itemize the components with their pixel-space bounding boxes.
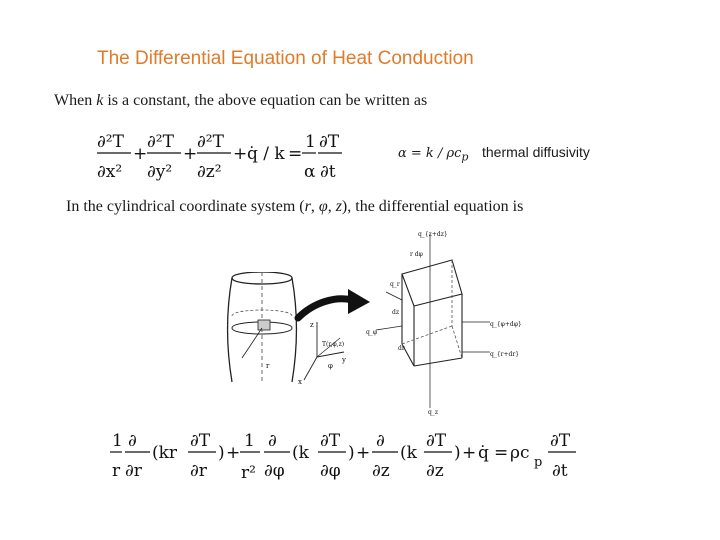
eq1-plus-1: + [133, 144, 148, 164]
alpha-def-text: α = k / ρc [398, 146, 462, 161]
eq2-dphi-a: ∂φ [264, 461, 285, 481]
eq2-dz-b: ∂z [426, 461, 444, 481]
slide-title: The Differential Equation of Heat Conduction [97, 48, 474, 69]
fig-label-rdphi: r dφ [410, 251, 423, 258]
eq2-dt: ∂t [552, 461, 568, 481]
fig-label-qphi: q_φ [366, 329, 378, 336]
eq1-plus-2: + [183, 144, 198, 164]
eq2-q: q̇ [478, 443, 489, 463]
fig-label-phi: φ [328, 362, 333, 370]
eq1-q-over-k: q̇ / k [247, 144, 285, 164]
eq1-num-x: ∂²T [97, 132, 124, 152]
eq1-plus-3: + [233, 144, 248, 164]
cyl-comma-2: , [327, 198, 336, 215]
heat-equation-cartesian [95, 125, 345, 187]
eq2-dr-a: ∂r [125, 461, 142, 481]
eq2-dr-b: ∂r [190, 461, 207, 481]
eq1-den-x: ∂x² [97, 162, 123, 182]
eq2-close-a: ) [218, 443, 225, 463]
cyl-comma-1: , [310, 198, 319, 215]
cyl-z: z [335, 198, 342, 215]
eq1-dT: ∂T [319, 132, 340, 152]
cylindrical-intro [66, 198, 523, 216]
eq1-alpha: α [304, 162, 316, 182]
eq1-equals: = [288, 144, 303, 164]
cyl-r: r [304, 198, 311, 215]
eq2-p: p [534, 455, 543, 470]
eq2-kr: (kr [152, 443, 178, 463]
eq2-dphi-b: ∂φ [320, 461, 341, 481]
eq2-plus-b: + [356, 443, 371, 463]
eq2-close-c: ) [454, 443, 461, 463]
fig-label-y: y [342, 356, 346, 364]
eq1-dt: ∂t [320, 162, 336, 182]
intro-text [54, 92, 427, 110]
eq2-d-b: ∂ [268, 431, 277, 451]
eq2-one-b: 1 [244, 431, 255, 451]
eq1-den-y: ∂y² [147, 162, 173, 182]
eq2-d-c: ∂ [376, 431, 385, 451]
cyl-suffix: ), the differential equation is [341, 198, 524, 215]
fig-label-r: r [266, 362, 270, 370]
alpha-def-sub: p [461, 150, 469, 164]
fig-label-qz: q_z [428, 409, 439, 416]
intro-var-k: k [96, 92, 104, 109]
fig-label-z: z [310, 321, 314, 329]
eq2-d-a: ∂ [128, 431, 137, 451]
fig-label-dr: dr [398, 345, 405, 352]
eq2-rho-c: ρc [510, 443, 530, 463]
eq1-num-z: ∂²T [197, 132, 224, 152]
fig-label-x: x [298, 378, 302, 386]
cyl-prefix: In the cylindrical coordinate system ( [66, 198, 305, 215]
eq2-dz-a: ∂z [372, 461, 390, 481]
thermal-diffusivity-label: thermal diffusivity [482, 144, 590, 160]
eq2-equals: = [494, 443, 509, 463]
alpha-definition [398, 146, 468, 164]
eq2-plus-a: + [226, 443, 241, 463]
eq2-k-b: (k [400, 443, 417, 463]
fig-label-qr: q_r [390, 281, 400, 288]
eq1-one: 1 [305, 132, 316, 152]
intro-prefix: When [54, 92, 97, 109]
fig-label-dz: dz [392, 309, 400, 316]
eq2-one-a: 1 [112, 431, 123, 451]
fig-label-T: T(r,φ,z) [322, 341, 345, 348]
eq2-dT-c: ∂T [426, 431, 447, 451]
eq1-num-y: ∂²T [147, 132, 174, 152]
eq2-dT-a: ∂T [190, 431, 211, 451]
eq2-k-a: (k [292, 443, 309, 463]
eq2-r-a: r [112, 461, 121, 481]
eq1-den-z: ∂z² [197, 162, 222, 182]
eq2-plus-c: + [462, 443, 477, 463]
fig-label-qr-dr: q_{r+dr} [490, 351, 520, 358]
differential-element-figure [362, 226, 522, 416]
eq2-close-b: ) [348, 443, 355, 463]
eq2-dT-b: ∂T [320, 431, 341, 451]
fig-label-qphi-dphi: q_{φ+dφ} [490, 321, 522, 328]
heat-equation-cylindrical [110, 424, 580, 488]
eq2-dT-d: ∂T [550, 431, 571, 451]
eq2-r2: r² [241, 463, 256, 483]
intro-suffix: is a constant, the above equation can be written as [103, 92, 428, 109]
cyl-phi: φ [318, 198, 328, 215]
fig-label-qz-dz: q_{z+dz} [418, 231, 448, 238]
figure-arrow [292, 284, 372, 329]
